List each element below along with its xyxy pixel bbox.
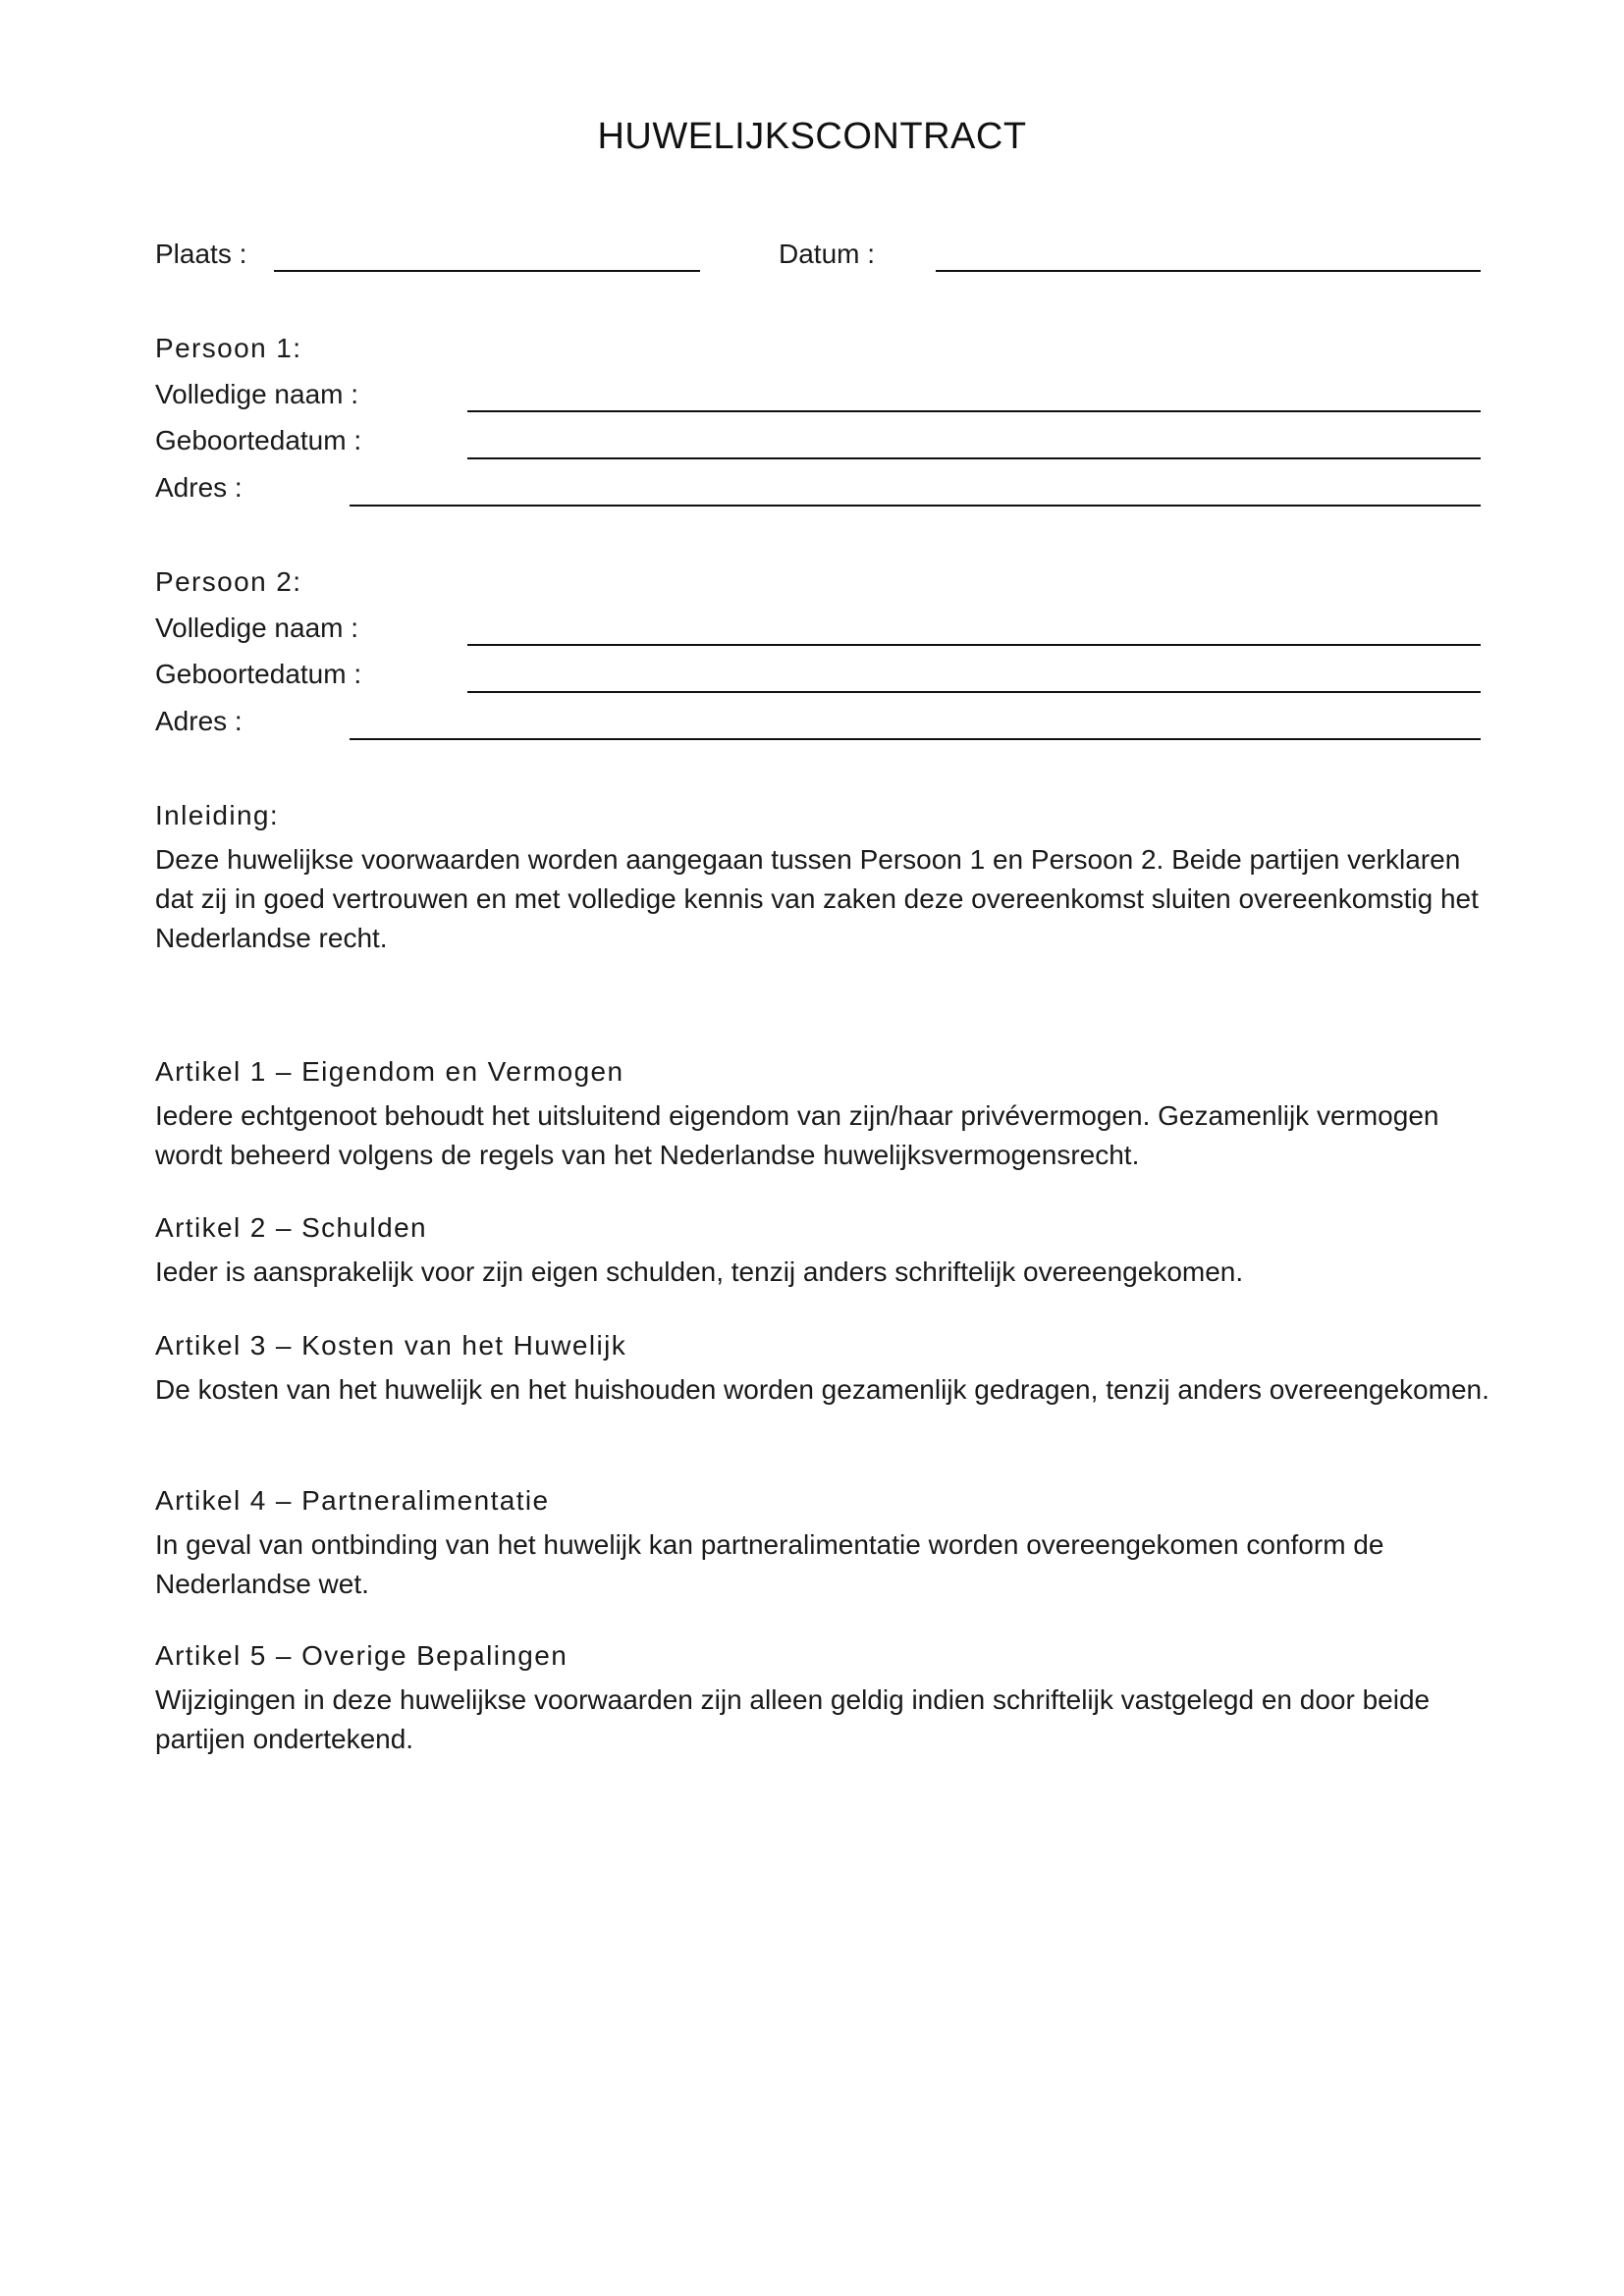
person2-birth-label: Geboortedatum : (155, 659, 362, 689)
article-5-heading: Artikel 5 – Overige Bepalingen (155, 1640, 568, 1671)
person1-name-label: Volledige naam : (155, 379, 359, 409)
intro-text: Deze huwelijkse voorwaarden worden aangegaan tussen Persoon 1 en Persoon 2. Beide partijen verklaren dat zij in goed vertrouwen en met volledige kennis van zaken deze overeenkomst sluiten overeenkomstig het Nederlandse recht. (155, 844, 1479, 953)
intro-heading: Inleiding: (155, 800, 280, 830)
article-4-heading: Artikel 4 – Partneralimentatie (155, 1485, 550, 1516)
article-3-text: De kosten van het huwelijk en het huishouden worden gezamenlijk gedragen, tenzij anders overeengekomen. (155, 1374, 1489, 1405)
place-field-line[interactable] (274, 270, 700, 272)
date-field-line[interactable] (936, 270, 1481, 272)
person1-address-field-line[interactable] (350, 505, 1481, 507)
person1-heading: Persoon 1: (155, 333, 302, 363)
person2-name-label: Volledige naam : (155, 613, 359, 643)
article-2-heading: Artikel 2 – Schulden (155, 1212, 428, 1243)
article-5-text: Wijzigingen in deze huwelijkse voorwaarden zijn alleen geldig indien schriftelijk vastgelegd en door beide partijen ondertekend. (155, 1684, 1431, 1754)
person2-name-field-line[interactable] (467, 644, 1481, 646)
article-4-text: In geval van ontbinding van het huwelijk kan partneralimentatie worden overeengekomen conform de Nederlandse wet. (155, 1529, 1384, 1599)
person2-heading: Persoon 2: (155, 566, 302, 597)
place-label: Plaats : (155, 239, 247, 269)
article-2-text: Ieder is aansprakelijk voor zijn eigen schulden, tenzij anders schriftelijk overeengekomen. (155, 1256, 1244, 1287)
person1-address-label: Adres : (155, 472, 243, 503)
person1-birth-field-line[interactable] (467, 457, 1481, 459)
person1-birth-label: Geboortedatum : (155, 425, 362, 455)
document-title: HUWELIJKSCONTRACT (597, 116, 1027, 157)
person2-birth-field-line[interactable] (467, 691, 1481, 693)
person2-address-label: Adres : (155, 706, 243, 736)
person1-name-field-line[interactable] (467, 410, 1481, 412)
date-label: Datum : (779, 239, 876, 269)
person2-address-field-line[interactable] (350, 738, 1481, 740)
article-1-text: Iedere echtgenoot behoudt het uitsluitend eigendom van zijn/haar privévermogen. Gezamenlijk vermogen wordt beheerd volgens de regels van het Nederlandse huwelijksvermogensrecht. (155, 1100, 1439, 1170)
article-1-heading: Artikel 1 – Eigendom en Vermogen (155, 1056, 624, 1087)
article-3-heading: Artikel 3 – Kosten van het Huwelijk (155, 1330, 627, 1361)
